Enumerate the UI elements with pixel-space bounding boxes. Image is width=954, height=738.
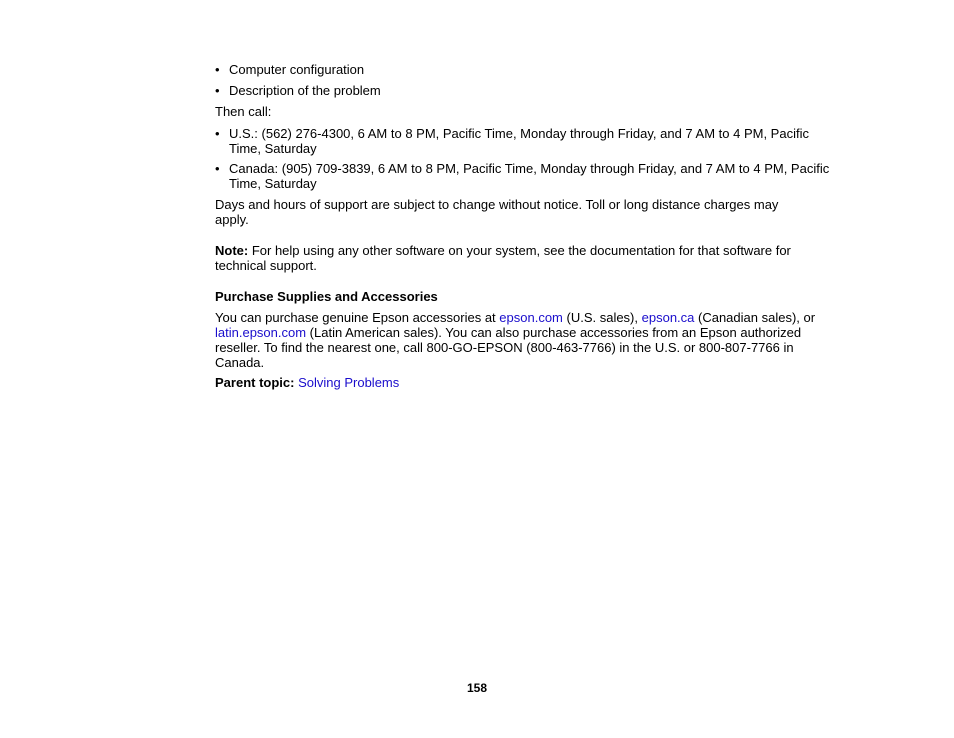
purchase-text: You can purchase genuine Epson accessories at xyxy=(215,310,500,325)
purchase-text: (Latin American sales). You can also purchase accessories from an Epson authorized reseller. To find the nearest one, call 800-GO-EPSON (800-463-7766) in the U.S. or 800-807-7766 in Canada. xyxy=(215,325,802,370)
list-item-text: Description of the problem xyxy=(229,83,381,98)
bullet-icon: • xyxy=(215,62,220,77)
bullet-icon: • xyxy=(215,126,220,141)
list-item-text: Computer configuration xyxy=(229,62,365,77)
list-item xyxy=(215,83,841,98)
note-text: For help using any other software on your system, see the documentation for that software for technical support. xyxy=(215,243,791,273)
list-item-text: Canada: (905) 709-3839, 6 AM to 8 PM, Pacific Time, Monday through Friday, and 7 AM to 4 PM, Pacific Time, Saturday xyxy=(229,161,830,191)
purchase-text: (U.S. sales), xyxy=(562,310,642,325)
bullet-icon: • xyxy=(215,83,220,98)
page-number: 158 xyxy=(466,681,488,695)
parent-topic xyxy=(215,375,827,390)
epson-ca-link[interactable]: epson.ca xyxy=(641,310,695,325)
list-item xyxy=(215,62,841,77)
support-notice: Days and hours of support are subject to change without notice. Toll or long distance charges may apply. xyxy=(215,197,779,227)
list-item xyxy=(215,126,841,156)
list-item-text: U.S.: (562) 276-4300, 6 AM to 8 PM, Pacific Time, Monday through Friday, and 7 AM to 4 PM, Pacific Time, Saturday xyxy=(229,126,809,156)
purchase-paragraph xyxy=(215,310,827,370)
section-heading: Purchase Supplies and Accessories xyxy=(215,289,438,304)
then-call-text: Then call: xyxy=(215,104,272,119)
bullet-icon: • xyxy=(215,161,220,176)
solving-problems-link[interactable]: Solving Problems xyxy=(298,375,400,390)
latin-epson-com-link[interactable]: latin.epson.com xyxy=(215,325,307,340)
purchase-text: (Canadian sales), or xyxy=(694,310,816,325)
note-paragraph xyxy=(215,243,815,273)
parent-topic-label: Parent topic: xyxy=(215,375,295,390)
epson-com-link[interactable]: epson.com xyxy=(499,310,563,325)
list-item xyxy=(215,161,841,191)
note-label: Note: xyxy=(215,243,249,258)
